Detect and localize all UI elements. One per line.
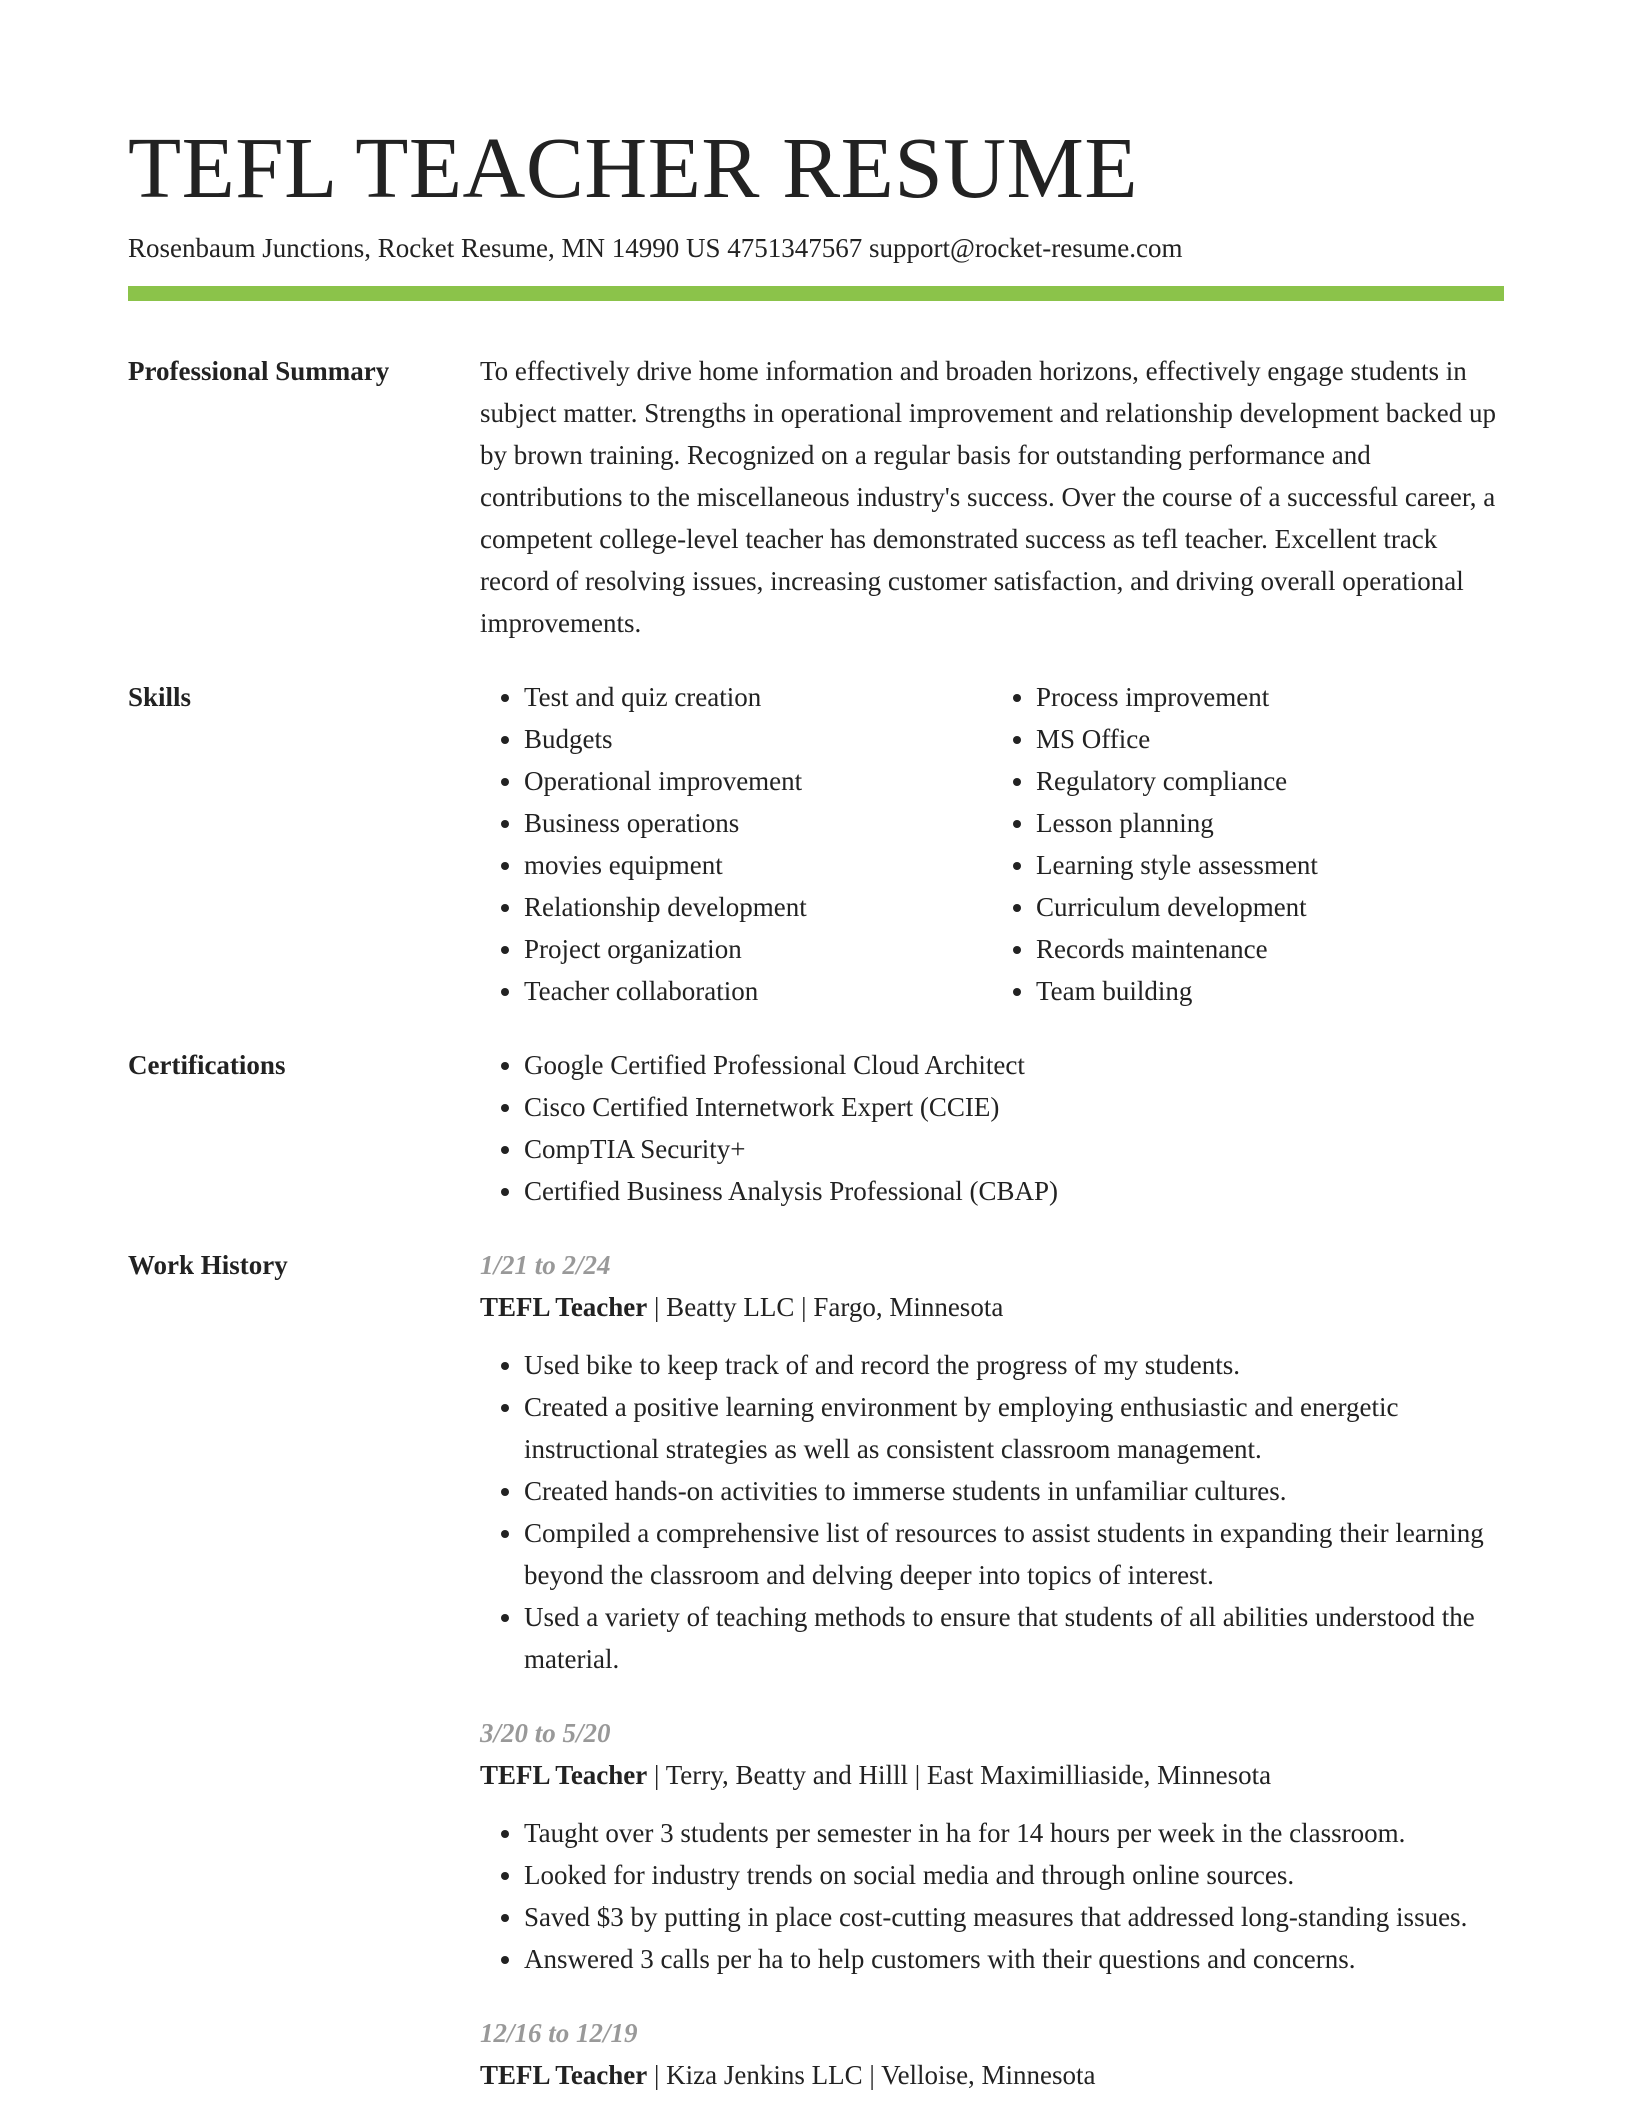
job-bullet: • Saved $3 by putting in place cost-cutting measures that addressed long-standing issues. [524, 1896, 1504, 1938]
work-history-content [480, 1244, 1504, 2128]
job-title: TEFL Teacher [480, 1760, 648, 1790]
skill-item: • Budgets [524, 718, 992, 760]
skill-item: • Regulatory compliance [1036, 760, 1504, 802]
job-bullet: • Compiled a comprehensive list of resources to assist students in expanding their learning beyond the classroom and delving deeper into topics of interest. [524, 1512, 1504, 1596]
skills-content [480, 676, 1504, 1012]
summary-content [480, 350, 1504, 644]
certifications-label: Certifications [128, 1050, 286, 1080]
job-bullets [480, 1344, 1504, 1680]
skill-item: • Project organization [524, 928, 992, 970]
skill-item: • Test and quiz creation [524, 676, 992, 718]
skill-item: • MS Office [1036, 718, 1504, 760]
skill-item: • Learning style assessment [1036, 844, 1504, 886]
job-date: 1/21 to 2/24 [480, 1250, 611, 1280]
job-bullet: • Created hands-on activities to immerse students in unfamiliar cultures. [524, 1470, 1504, 1512]
skill-item: • Team building [1036, 970, 1504, 1012]
skill-item: • Curriculum development [1036, 886, 1504, 928]
job-bullet: • Answered 3 calls per ha to help customers with their questions and concerns. [524, 1938, 1504, 1980]
job-entry [480, 2012, 1504, 2096]
work-history-label: Work History [128, 1250, 288, 1280]
skills-label: Skills [128, 682, 192, 712]
skill-item: • Lesson planning [1036, 802, 1504, 844]
job-heading [480, 2054, 1504, 2096]
certification-item: • CompTIA Security+ [524, 1128, 1504, 1170]
skill-item: • Records maintenance [1036, 928, 1504, 970]
contact-line: Rosenbaum Junctions, Rocket Resume, MN 14990 US 4751347567 support@rocket-resume.com [128, 233, 1183, 263]
skill-item: • Teacher collaboration [524, 970, 992, 1012]
skill-item: • Business operations [524, 802, 992, 844]
skills-list-right [992, 676, 1504, 1012]
skill-item: • Relationship development [524, 886, 992, 928]
summary-label: Professional Summary [128, 356, 390, 386]
skill-item: • Process improvement [1036, 676, 1504, 718]
job-entry [480, 1244, 1504, 1680]
job-entry [480, 1712, 1504, 1980]
summary-text: To effectively drive home information and broaden horizons, effectively engage students in subject matter. Strengths in operational improvement and relationship development backed up by brown training. Recognized on a regular basis for outstanding performance and contributions to the miscellaneous industry's success. Over the course of a successful career, a competent college-level teacher has demonstrated success as tefl teacher. Excellent track record of resolving issues, increasing customer satisfaction, and driving overall operational improvements. [480, 356, 1496, 638]
job-date: 3/20 to 5/20 [480, 1718, 611, 1748]
job-employer-location: | Kiza Jenkins LLC | Velloise, Minnesota [647, 2060, 1096, 2090]
certification-item: • Certified Business Analysis Professional (CBAP) [524, 1170, 1504, 1212]
job-bullet: • Used a variety of teaching methods to ensure that students of all abilities understood the material. [524, 1596, 1504, 1680]
job-title: TEFL Teacher [480, 2060, 648, 2090]
job-title: TEFL Teacher [480, 1292, 648, 1322]
job-heading [480, 1754, 1504, 1796]
job-employer-location: | Terry, Beatty and Hilll | East Maximilliaside, Minnesota [647, 1760, 1272, 1790]
job-bullet: • Used bike to keep track of and record the progress of my students. [524, 1344, 1504, 1386]
job-bullet: • Created a positive learning environment by employing enthusiastic and energetic instructional strategies as well as consistent classroom management. [524, 1386, 1504, 1470]
certifications-list [480, 1044, 1504, 1212]
job-heading [480, 1286, 1504, 1328]
resume-title: TEFL TEACHER RESUME [128, 119, 1139, 216]
job-bullet: • Taught over 3 students per semester in ha for 14 hours per week in the classroom. [524, 1812, 1504, 1854]
job-date: 12/16 to 12/19 [480, 2018, 638, 2048]
job-bullet: • Looked for industry trends on social media and through online sources. [524, 1854, 1504, 1896]
certification-item: • Cisco Certified Internetwork Expert (CCIE) [524, 1086, 1504, 1128]
job-employer-location: | Beatty LLC | Fargo, Minnesota [647, 1292, 1004, 1322]
skill-item: • movies equipment [524, 844, 992, 886]
certifications-content [480, 1044, 1504, 1212]
skill-item: • Operational improvement [524, 760, 992, 802]
certification-item: • Google Certified Professional Cloud Architect [524, 1044, 1504, 1086]
accent-divider [128, 286, 1504, 301]
skills-list-left [480, 676, 992, 1012]
job-bullets [480, 1812, 1504, 1980]
